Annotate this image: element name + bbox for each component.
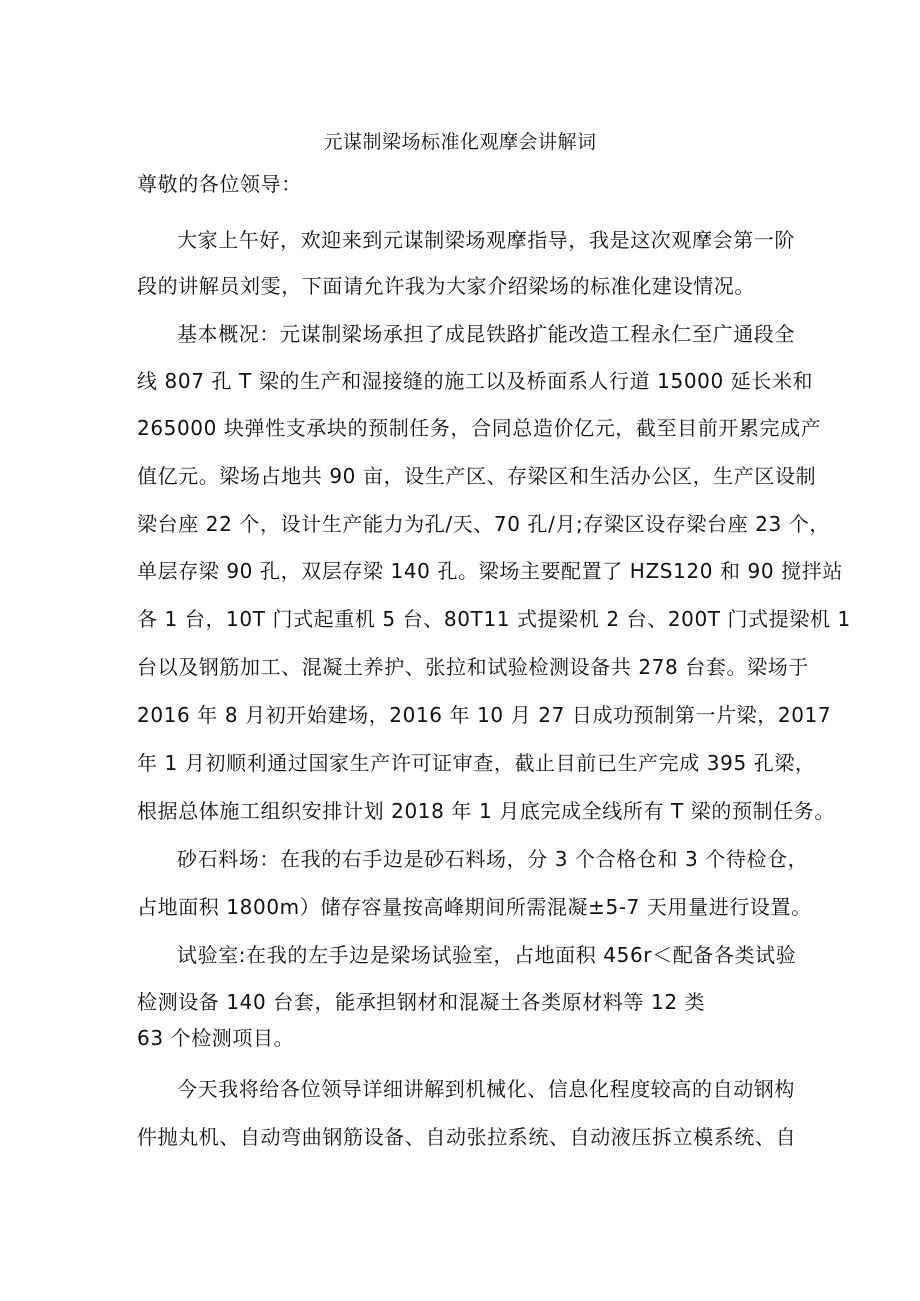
paragraph-line: 试验室:在我的左手边是梁场试验室，占地面积 456r＜配备各类试验 — [177, 943, 797, 967]
paragraph-line: 台以及钢筋加工、混凝土养护、张拉和试验检测设备共 278 台套。梁场于 — [137, 655, 809, 679]
paragraph-line: 线 807 孔 T 梁的生产和湿接缝的施工以及桥面系人行道 15000 延长米和 — [137, 369, 814, 393]
paragraph-line: 年 1 月初顺利通过国家生产许可证审查，截止目前已生产完成 395 孔梁， — [137, 751, 816, 775]
paragraph-line: 值亿元。梁场占地共 90 亩，设生产区、存梁区和生活办公区，生产区设制 — [137, 464, 817, 488]
paragraph-line: 段的讲解员刘雯，下面请允许我为大家介绍梁场的标准化建设情况。 — [137, 274, 755, 298]
paragraph-line: 基本概况：元谋制梁场承担了成昆铁路扩能改造工程永仁至广通段全 — [177, 322, 795, 346]
paragraph-line: 检测设备 140 台套，能承担钢材和混凝土各类原材料等 12 类 — [137, 990, 706, 1014]
paragraph-line: 根据总体施工组织安排计划 2018 年 1 月底完成全线所有 T 梁的预制任务。 — [137, 799, 835, 823]
paragraph-line: 占地面积 1800m）储存容量按高峰期间所需混凝±5-7 天用量进行设置。 — [137, 895, 812, 919]
document-title: 元谋制梁场标准化观摩会讲解词 — [323, 131, 597, 153]
paragraph-line: 单层存梁 90 孔，双层存梁 140 孔。梁场主要配置了 HZS120 和 90 搅拌站 — [137, 559, 843, 583]
paragraph-line: 265000 块弹性支承块的预制任务，合同总造价亿元，截至目前开累完成产 — [137, 416, 822, 440]
paragraph-line: 各 1 台，10T 门式起重机 5 台、80T11 式提梁机 2 台、200T 门式提梁机 1 — [137, 607, 851, 631]
paragraph-line: 件抛丸机、自动弯曲钢筋设备、自动张拉系统、自动液压拆立模系统、自 — [137, 1125, 797, 1149]
paragraph-line: 大家上午好，欢迎来到元谋制梁场观摩指导，我是这次观摩会第一阶 — [177, 228, 795, 252]
paragraph-line: 今天我将给各位领导详细讲解到机械化、信息化程度较高的自动钢构 — [177, 1077, 795, 1101]
paragraph-line: 砂石料场：在我的右手边是砂石料场，分 3 个合格仓和 3 个待检仓， — [177, 847, 809, 871]
paragraph-line: 63 个检测项目。 — [137, 1026, 295, 1050]
paragraph-line: 2016 年 8 月初开始建场，2016 年 10 月 27 日成功预制第一片梁，2017 — [137, 703, 832, 727]
greeting: 尊敬的各位领导： — [137, 172, 302, 196]
paragraph-line: 梁台座 22 个，设计生产能力为孔/天、70 孔/月;存梁区设存梁台座 23 个， — [137, 512, 830, 536]
